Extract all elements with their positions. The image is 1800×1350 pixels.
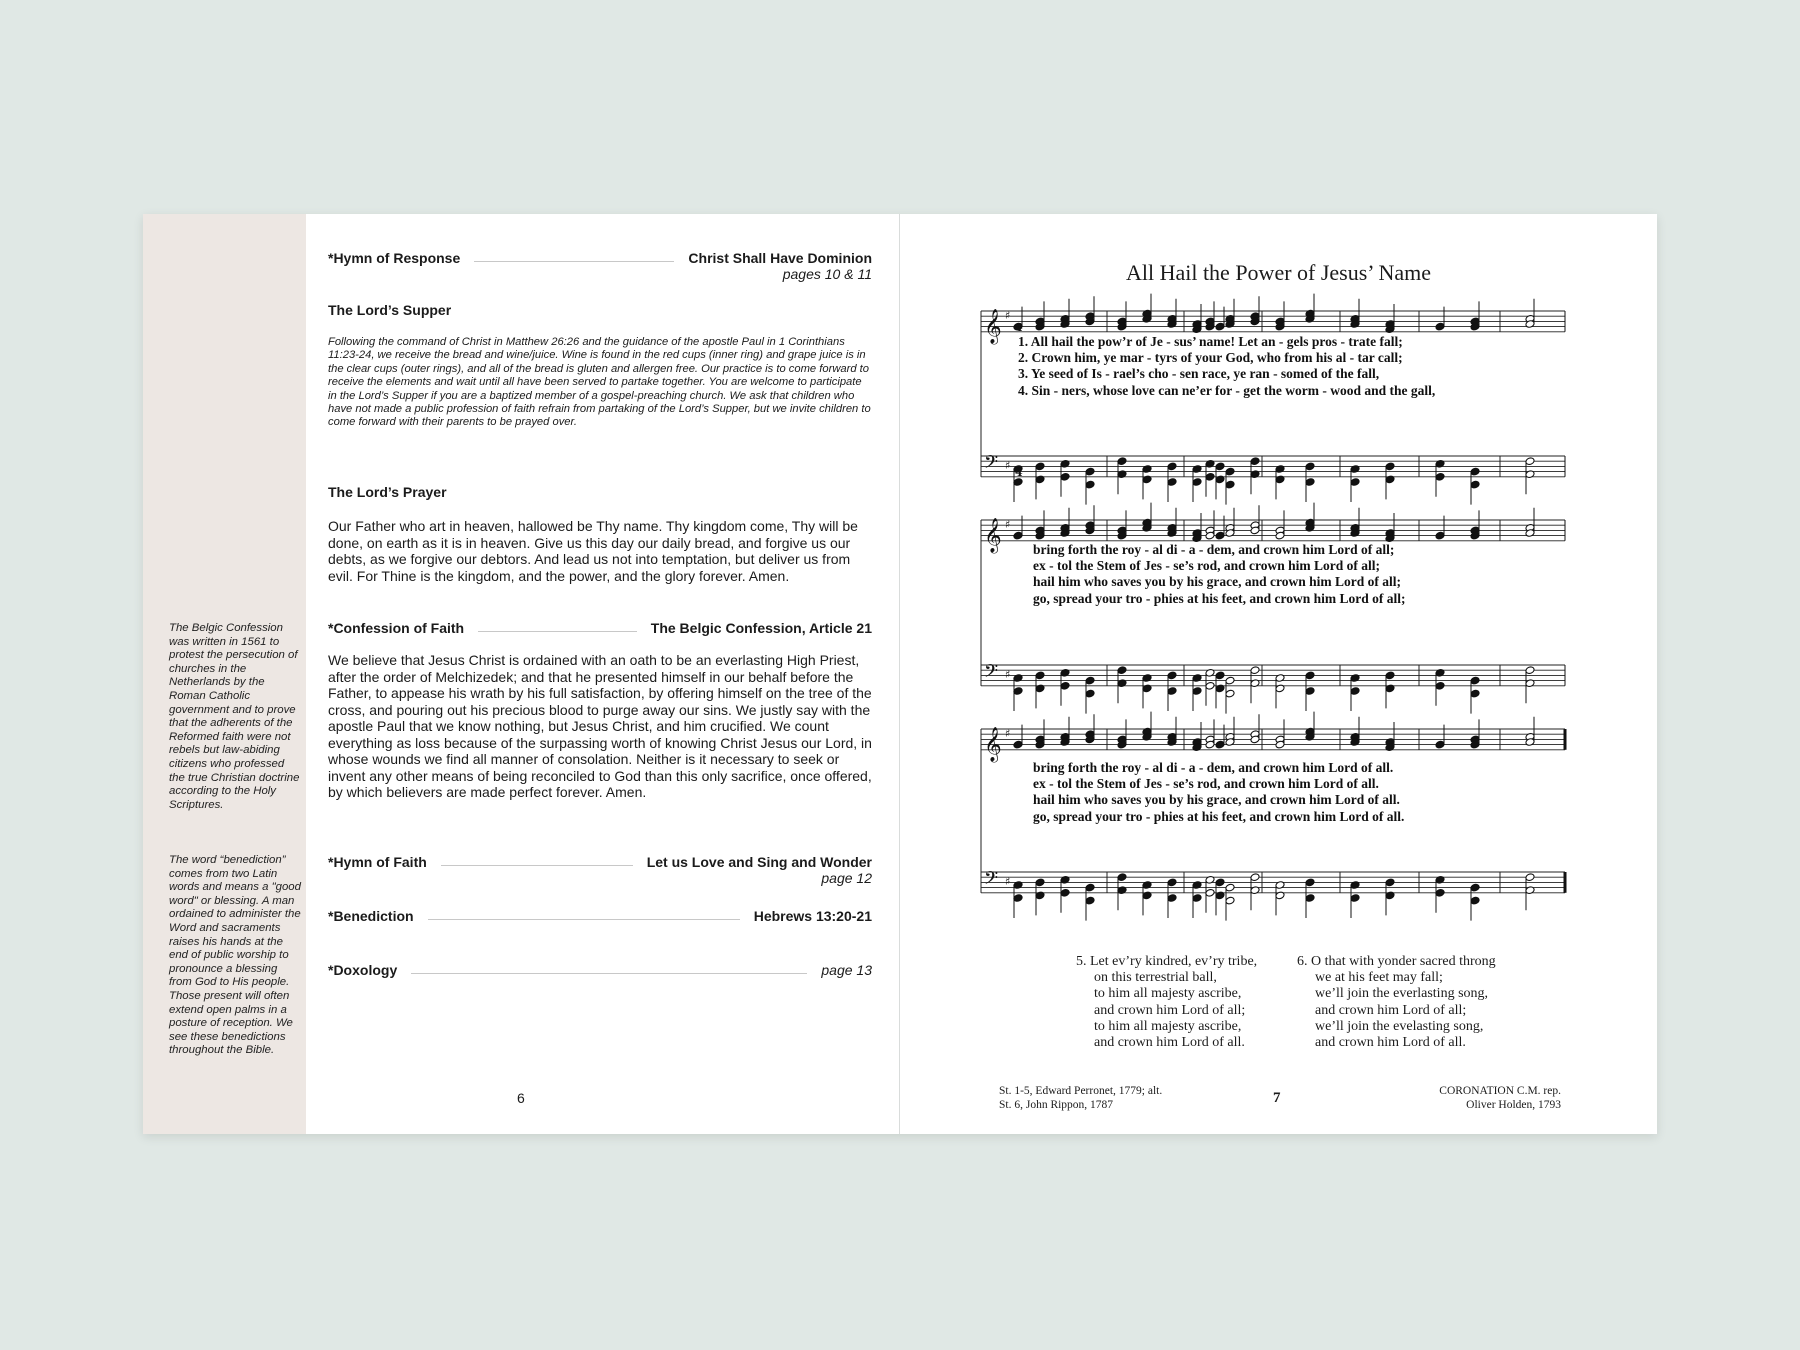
benediction-label: *Benediction [328, 908, 414, 924]
lyric-line: 4. Sin - ners, whose love can ne’er for - get the worm - wood and the gall, [1018, 382, 1436, 398]
stanza-line: we at his feet may fall; [1315, 970, 1443, 986]
stanza-line: we’ll join the evelasting song, [1315, 1018, 1484, 1034]
stanza-line: we’ll join the everlasting song, [1315, 986, 1489, 1002]
lyric-line: go, spread your tro - phies at his feet, and crown him Lord of all. [1033, 808, 1405, 824]
treble-clef-icon: 𝄞 [984, 726, 1002, 762]
lyric-line: bring forth the roy - al di - a - dem, and crown him Lord of all; [1033, 542, 1395, 557]
confession-label: *Confession of Faith [328, 620, 465, 636]
sharp-sign-icon: ♯ [1005, 459, 1011, 472]
lords-prayer-heading: The Lord’s Prayer [328, 484, 447, 500]
lords-supper-text: Following the command of Christ in Matthew 26:26 and the guidance of the apostle Paul in 1 Corinthians 11:23-24, we receive the bread and wine/juice. Wine is found in the red cups (inner ring) and grape juice is in the clear cups (outer rings), and all of the bread is gluten and allergen free. Our practice is to come forward to receive the elements and wait until all have been served to partake together. You are welcome to participate in the Lord’s Supper if you are a baptized member of a gospel-preaching church. We ask that children who have not made a public profession of faith refrain from partaking of the Lord’s Supper, but we invite children to come forward with their parents to be prayed over. [328, 336, 871, 429]
benediction-row [328, 904, 872, 924]
hymn-of-faith-title: Let us Love and Sing and Wonder [646, 854, 872, 870]
doxology-label: *Doxology [328, 962, 398, 978]
stanza-line: and crown him Lord of all; [1094, 1002, 1246, 1018]
dotted-rule [411, 972, 807, 974]
hymn-of-faith-page: page 12 [821, 870, 872, 886]
sharp-sign-icon: ♯ [1005, 517, 1011, 531]
benediction-note: The word “benediction” comes from two Latin words and means a "good word" or blessing. A man ordained to administer the Word and sacraments raises his hands at the end of public worship to pronounce a blessing from God to His people. Those present will often extend open palms in a posture of reception. We see these benedictions throughout the Bible. [169, 854, 301, 1057]
treble-clef-icon: 𝄞 [984, 517, 1002, 553]
benediction-source: Hebrews 13:20-21 [753, 908, 872, 924]
belgic-confession-note: The Belgic Confession was written in 1561 to protest the persecution of churches in the Netherlands by the Roman Catholic government and to prove that the adherents of the Reformed faith were not rebels but law-abiding citizens who professed the true Christian doctrine according to the Holy Scriptures. [169, 622, 300, 811]
hymn-of-response-row [328, 246, 872, 266]
text-credits [999, 1084, 1162, 1112]
time-signature: 4 [1015, 465, 1023, 479]
lyric-line: hail him who saves you by his grace, and crown him Lord of all; [1033, 574, 1402, 590]
hymn-of-faith-row [328, 850, 872, 870]
confession-row [328, 616, 872, 636]
system-3-lyrics [1033, 760, 1404, 825]
stanza-line: on this terrestrial ball, [1094, 970, 1217, 986]
stanza-line: and crown him Lord of all. [1094, 1035, 1245, 1051]
bass-clef-icon: 𝄢 [984, 868, 999, 894]
sidebar-notes [143, 214, 306, 1134]
dotted-rule [478, 630, 637, 632]
credit-line: Oliver Holden, 1793 [1466, 1099, 1561, 1111]
hymn-title: All Hail the Power of Jesus’ Name [1125, 260, 1432, 285]
hymn-of-response-label: *Hymn of Response [328, 250, 461, 266]
sharp-sign-icon: ♯ [1005, 726, 1011, 740]
lords-supper-heading: The Lord’s Supper [328, 302, 452, 318]
right-page [900, 214, 1657, 1134]
right-page-number: 7 [1273, 1090, 1281, 1106]
stanza-6 [1297, 954, 1496, 1051]
confession-text: We believe that Jesus Christ is ordained with an oath to be an everlasting High Priest, after the order of Melchizedek; and that he presented himself in our behalf before the Father, to appease his wrath by his full satisfaction, by offering himself on the tree of the cross, and pouring out his precious blood to purge away our sins. We justly say with the apostle Paul that we know nothing, but Jesus Christ, and him crucified. We count everything as loss because of the surpassing worth of knowing Christ Jesus our Lord, in whose wounds we find all manner of consolation. Neither is it necessary to seek or invent any other means of being reconciled to God than this only sacrifice, once offered, by which believers are made perfect forever. Amen. [328, 652, 872, 800]
tune-credits [1439, 1084, 1561, 1112]
bass-clef-icon: 𝄢 [984, 661, 999, 687]
stanza-line: to him all majesty ascribe, [1094, 1018, 1242, 1034]
lyric-line: 3. Ye seed of Is - rael’s cho - sen race, ye ran - somed of the fall, [1018, 366, 1380, 382]
dotted-rule [441, 864, 633, 866]
lyric-line: 1. All hail the pow’r of Je - sus’ name! Let an - gels pros - trate fall; [1018, 334, 1403, 349]
dotted-rule [428, 918, 740, 920]
lords-prayer-text: Our Father who art in heaven, hallowed be Thy name. Thy kingdom come, Thy will be done, on earth as it is in heaven. Give us this day our daily bread, and forgive us our debts, as we forgive our debtors. And lead us not into temptation, but deliver us from evil. For Thine is the kingdom, and the power, and the glory forever. Amen. [328, 518, 858, 584]
lyric-line: ex - tol the Stem of Jes - se’s rod, and crown him Lord of all; [1033, 558, 1380, 574]
stanza-line: and crown him Lord of all. [1315, 1035, 1466, 1051]
stanza-line: 5. Let ev’ry kindred, ev’ry tribe, [1076, 954, 1258, 969]
lyric-line: hail him who saves you by his grace, and crown him Lord of all. [1033, 792, 1400, 808]
hymn-of-response-pages: pages 10 & 11 [782, 266, 872, 282]
lyric-line: bring forth the roy - al di - a - dem, and crown him Lord of all. [1033, 760, 1394, 775]
doxology-row [328, 958, 872, 978]
lyric-line: ex - tol the Stem of Jes - se’s rod, and crown him Lord of all. [1033, 776, 1379, 792]
left-page-number: 6 [517, 1090, 525, 1106]
booklet-spread [143, 214, 1657, 1134]
time-signature: 4 [1015, 320, 1023, 334]
bass-clef-icon: 𝄢 [984, 452, 999, 478]
dotted-rule [474, 260, 674, 262]
stanza-line: and crown him Lord of all; [1315, 1002, 1467, 1018]
treble-clef-icon: 𝄞 [984, 308, 1002, 344]
stanza-5 [1076, 954, 1257, 1051]
lyric-line: 2. Crown him, ye mar - tyrs of your God, who from his al - tar call; [1018, 350, 1403, 366]
sharp-sign-icon: ♯ [1005, 668, 1011, 681]
sharp-sign-icon: ♯ [1005, 308, 1011, 322]
hymn-of-response-title: Christ Shall Have Dominion [688, 250, 872, 266]
credit-line: St. 1-5, Edward Perronet, 1779; alt. [999, 1085, 1163, 1097]
system-1-lyrics [1018, 334, 1435, 399]
left-page [143, 214, 900, 1134]
confession-source: The Belgic Confession, Article 21 [650, 620, 872, 636]
stanza-line: to him all majesty ascribe, [1094, 986, 1242, 1002]
hymn-of-faith-label: *Hymn of Faith [328, 854, 427, 870]
lyric-line: go, spread your tro - phies at his feet, and crown him Lord of all; [1033, 590, 1406, 606]
sharp-sign-icon: ♯ [1005, 875, 1011, 888]
stanza-line: 6. O that with yonder sacred throng [1297, 954, 1496, 969]
doxology-page: page 13 [821, 962, 872, 978]
credit-line: St. 6, John Rippon, 1787 [999, 1099, 1114, 1111]
credit-line: CORONATION C.M. rep. [1439, 1085, 1561, 1097]
system-2-lyrics [1033, 542, 1406, 607]
